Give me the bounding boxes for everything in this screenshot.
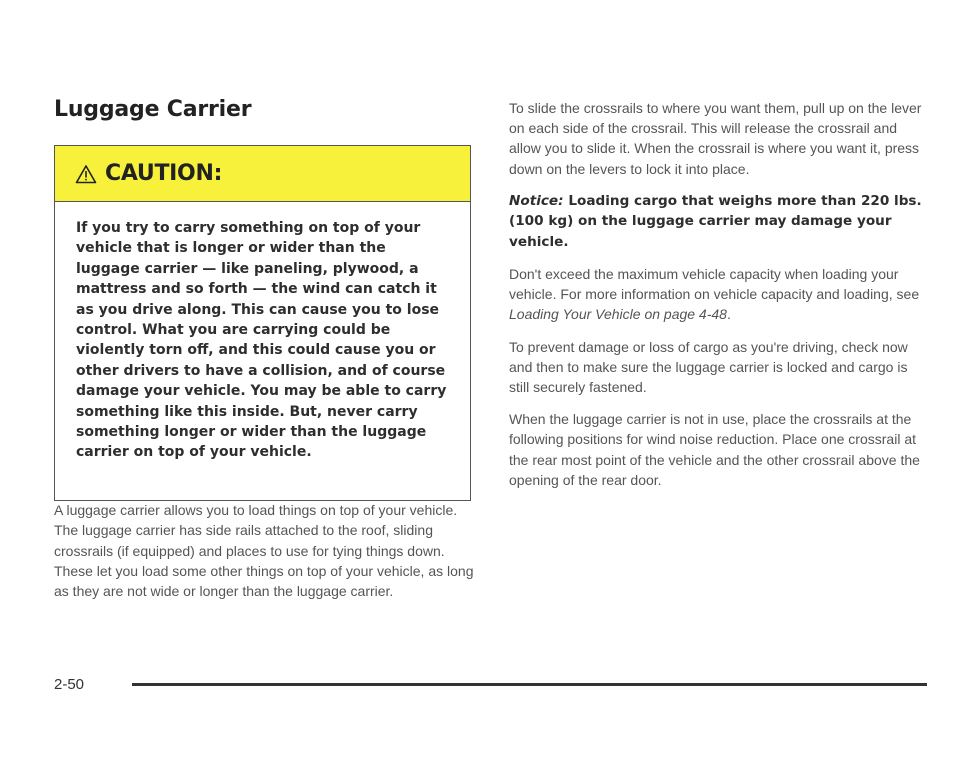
footer-rule: [132, 683, 927, 686]
caution-header: [55, 146, 470, 202]
notice-label: Notice:: [509, 192, 564, 209]
prevent-damage-text: To prevent damage or loss of cargo as you're driving, check now and then to make sure the luggage carrier is locked and cargo is still securely fastened.: [509, 338, 908, 396]
caution-label: CAUTION:: [105, 161, 223, 186]
not-in-use-text: When the luggage carrier is not in use, place the crossrails at the following positions for wind noise reduction. Place one crossrail at the rear most point of the vehicle and the other crossrail above the opening of the rear door.: [509, 411, 920, 488]
capacity-end: .: [726, 306, 731, 323]
capacity-paragraph: [509, 264, 927, 325]
crossrail-slide-text: To slide the crossrails to where you want them, pull up on the lever on each side of the crossrail. This will release the crossrail and allow you to slide it. When the crossrail is where you want it, press down on the levers to lock it into place.: [509, 100, 922, 177]
capacity-text: Don't exceed the maximum vehicle capacity when loading your vehicle. For more information on vehicle capacity and loading, see: [509, 266, 920, 303]
right-column: [509, 98, 927, 502]
notice-block: [509, 191, 927, 252]
loading-vehicle-reference: Loading Your Vehicle on page 4-48: [509, 306, 727, 323]
caution-text: If you try to carry something on top of your vehicle that is longer or wider than the luggage carrier — like paneling, plywood, a mattress and so forth — the wind can catch it as you drive along. This can cause you to lose control. What you are carrying could be violently torn off, and this could cause you or other drivers to have a collision, and of course damage your vehicle. You may be able to carry something like this inside. But, never carry something longer or wider than the luggage carrier on top of your vehicle.: [76, 220, 447, 461]
luggage-carrier-intro: A luggage carrier allows you to load things on top of your vehicle. The luggage carrier has side rails attached to the roof, sliding crossrails (if equipped) and places to use for tying things down. These let you load some other things on top of your vehicle, as long as they are not wide or longer than the luggage carrier.: [54, 502, 474, 600]
notice-text: Loading cargo that weighs more than 220 lbs. (100 kg) on the luggage carrier may damage your vehicle.: [509, 192, 922, 250]
caution-box: [54, 145, 471, 501]
page-number: 2-50: [54, 676, 85, 693]
page-title: Luggage Carrier: [54, 97, 252, 122]
warning-triangle-icon: [75, 164, 97, 184]
